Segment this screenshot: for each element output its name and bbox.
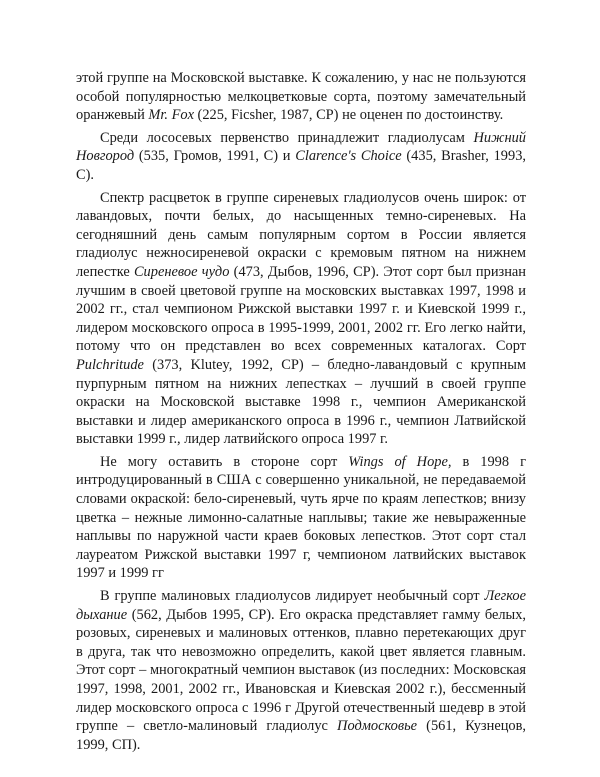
cultivar-name: Pulchritude xyxy=(76,356,144,373)
cultivar-name: Mr. Fox xyxy=(148,107,194,124)
paragraph-2 xyxy=(76,129,526,185)
cultivar-name: Clarence's Choice xyxy=(295,148,402,165)
document-page xyxy=(76,69,526,758)
text-run: Не могу оставить в стороне сорт xyxy=(100,453,349,470)
text-run: (373, Klutey, 1992, СР) – бледно-лавандовый с крупным пурпурным пятном на нижних лепестках – лучший в своей группе окраски на Московской выставке 1998 г., чемпион Американской выставки и лидер американского опроса в 1996 г., чемпион Латвийской выставки 1999 г., лидер латвийского опроса 1997 г. xyxy=(76,356,526,448)
paragraph-3 xyxy=(76,189,526,449)
text-run: Спектр расцветок в группе сиреневых гладиолусов очень широк: от лавандовых, почти белых, до насыщенных темно-сиреневых. На сегодняшний день самым популярным сортом в России является гладиолус нежносиреневой окраски с кремовым пятном на нижнем лепестке xyxy=(76,189,526,280)
text-run: этой группе на Московской выставке. К сожалению, у нас не пользуются особой популярностью мелкоцветковые сорта, поэтому замечательный оранжевый xyxy=(76,70,526,124)
paragraph-1 xyxy=(76,69,526,125)
text-run: В группе малиновых гладиолусов лидирует необычный сорт xyxy=(100,588,485,605)
text-run: в 1998 г интродуцированный в США с совершенно уникальной, не передаваемой словами окраской: бело-сиреневый, чуть ярче по краям лепестков; внизу цветка – нежные лимонно-салатные наплывы; такие же невыраженные наплывы по наружной части краев боковых лепестков. Этот сорт стал лауреатом Рижской выставки 1997 г, чемпионом латвийских выставок 1997 и 1999 гг xyxy=(76,453,526,582)
text-run: (535, Громов, 1991, С) и xyxy=(134,148,296,165)
text-run: Среди лососевых первенство принадлежит гладиолусам xyxy=(100,129,474,146)
paragraph-5 xyxy=(76,587,526,754)
cultivar-name: Легкое дыхание xyxy=(76,588,526,623)
text-run: (435, Brasher, 1993, С). xyxy=(76,148,526,183)
cultivar-name: Wings of Hope, xyxy=(348,453,452,470)
text-run: (225, Ficsher, 1987, СР) не оценен по достоинству. xyxy=(193,107,504,124)
cultivar-name: Подмосковье xyxy=(337,718,418,735)
paragraph-4 xyxy=(76,453,526,583)
text-run: (562, Дыбов 1995, СР). Его окраска представляет гамму белых, розовых, сиреневых и малиновых оттенков, плавно перетекающих друг в друга, так что невозможно определить, какой цвет является главным. Этот сорт – многократный чемпион выставок (из последних: Московская 1997, 1998, 2001, 2002 гг., Ивановская и Киевская 2002 г.), бессменный лидер московского опроса с 1996 г Другой отечественный шедевр в этой группе – светло-малиновый гладиолус xyxy=(76,606,526,735)
cultivar-name: Нижний Новгород xyxy=(76,129,526,165)
cultivar-name: Сиреневое чудо xyxy=(133,263,230,280)
text-run: (473, Дыбов, 1996, СР). Этот сорт был признан лучшим в своей цветовой группе на московских выставках 1997, 1998 и 2002 гг., стал чемпионом Рижской выставки 1997 г. и Киевской 1999 г., лидером московского опроса в 1995-1999, 2001, 2002 гг. Его легко найти, потому что он представлен во всех современных каталогах. Сорт xyxy=(76,263,527,355)
text-run: (561, Кузнецов, 1999, СП). xyxy=(76,718,526,753)
